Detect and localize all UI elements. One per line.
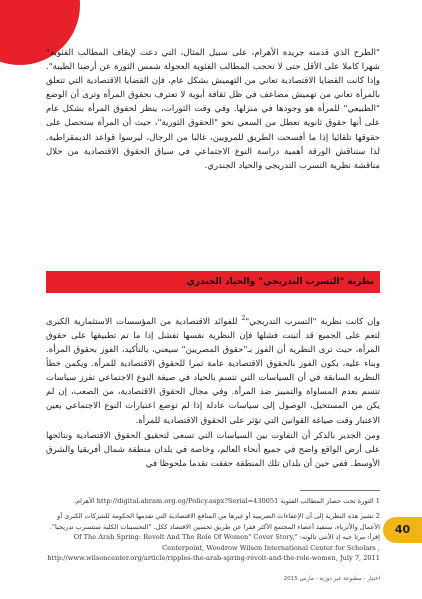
section-title: نظرية "التسرب التدريجي" والحياد الجندري: [186, 277, 374, 287]
footnote-url[interactable]: http://digital.ahram.org.eg/Policy.aspx?Serial=430051: [96, 497, 279, 505]
section-header: [46, 271, 380, 293]
body-paragraph-1-rest: للفوائد الاقتصادية من المؤسسات الاستثمارية الكبرى لتعم على الجميع قد أثبتت فشلها فإن النظرية نفسها تفشل إذا ما تم تطبيقها على حقوق المرأة، حيث ترى النظرية أن الفوز بـ"حقوق المصريين" سيعني، بالتأكيد، الفوز بحقوق المرأة. وبناء عليه، يكون الفوز بالحقوق الاقتصادية عامة ثمرا للحقوق الاقتصادية للمرأة. ويكمن خطأ النظرية السابقة في أن السياسات التي تتسم بالحياد في صيغة النوع الاجتماعي تفرز سياسات تتسم بعدم المساواة والتمييز ضد المرأة. وفي مجال الحقوق الاقتصادية، من الصعب، إن لم يكن من المستحيل، الوصول إلى سياسات عادلة إذا لم توضع اعتبارات النوع الاجتماعي بعين الاعتبار وقت صياغة القوانين التي تؤثر على الحقوق الاقتصادية للمرأة.: [46, 316, 380, 426]
footnote-citation[interactable]: Of The Arab Spring: Revolt And The Role Of Women" Cover Story," Centerpoint, Woodrow Wilson International Center for Scholars , http://www.wilsoncenter.org/article/ripples-the-arab-spring-revolt-and-the-role-women, July 7, 2011: [47, 533, 380, 563]
footnotes: [46, 496, 380, 568]
footnote-ref-2[interactable]: 2: [241, 315, 246, 322]
footnote-1: [46, 496, 380, 506]
body-paragraph: [46, 429, 380, 471]
page-number: 40: [394, 523, 411, 536]
footnote-divider: [300, 490, 380, 491]
body-paragraph: [46, 312, 380, 428]
page-footer: اختيار - مطبوعة غير دورية - مارس 2015: [283, 576, 380, 582]
body-paragraph-1-start: وإن كانت نظرية "التسرب التدريجي": [245, 316, 380, 327]
footnote-number: 1: [375, 497, 380, 505]
footnote-text: تشير هذه النظرية إلى أن الإعفاءات الضريبية أو غيرها من المنافع الاقتصادية التي تقدمها الحكومة للشركات الكبرى أو الأعمال والأثرياء، ستفيد أعضاء المجتمع الأكثر فقرا عن طريق تحسين الاقتصاد ككل. "التحسينات الكلية ستتسرب تدريجيا". إقرأ: مرثا جيه إذ الأنثى ثالوثه:: [49, 512, 380, 542]
intro-text: [46, 46, 380, 174]
intro-paragraph: "الطرح الذي قدمته جريدة الأهرام، على سبيل المثال، التي دعت لإيقاف المطالب الفئوية" شهرا كاملا على الأقل حتى لا تحجب المطالب الفئوية العجولة شمس الثورة عن أرضنا الطيبة". وإذا كانت القضايا الاقتصادية تعاني من التهميش بشكل عام، فإن القضايا الاقتصادية التي تتعلق بالمرأة تعاني من تهميش مضاعف في ظل ثقافة أبوية لا تعترف بحقوق المرأة وترى أن الوضع "الطبيعي" للمرأة هو وجودها في منزلها. وفي وقت الثورات، ينظر لحقوق المرأة بشكل عام على أنها حقوق ثانوية تعطل من السعي نحو "الحقوق الثورية"، حيث أن المرأة ستحصل على حقوقها تلقائيا إذا ما أفسحت الطريق للمرويين، غالبا من الرجال، ليرسوا قواعد الديمقراطية. لذا ستناقش الورقة أهمية دراسة النوع الاجتماعي في سياق الحقوق الاقتصادية من خلال مناقشة نظرية التسرب التدريجي والحياد الجندري.: [46, 48, 380, 171]
footnote-text: الثورة تحت حصار المطالب الفئوية: [280, 497, 374, 505]
footnote-2: [46, 511, 380, 563]
body-paragraph-2: ومن الجدير بالذكر أن التفاوت بين السياسات التي تسعى لتحقيق الحقوق الاقتصادية ونتائجها على أرض الواقع واضح في جميع أنحاء العالم، وخاصة في بلدان منطقة شمال أفريقيا والشرق الأوسط. ففي حين أن بلدان تلك المنطقة حققت تقدما ملحوظا في: [46, 430, 380, 469]
footnote-number: 2: [375, 512, 380, 521]
body-text: [46, 312, 380, 472]
footnote-suffix: الأهرام.: [73, 497, 95, 505]
page-number-badge: [383, 517, 422, 543]
